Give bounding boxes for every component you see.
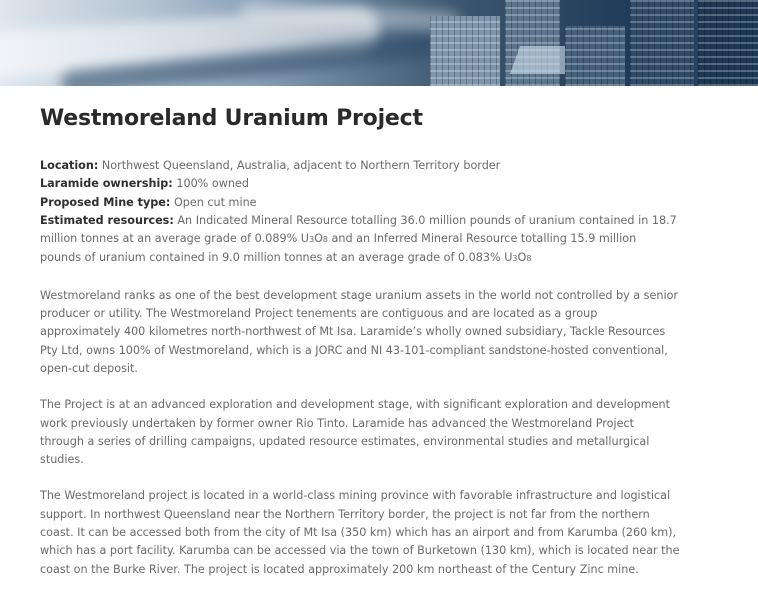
article-content <box>40 106 680 579</box>
project-facts <box>40 157 680 269</box>
paragraph-location-access: The Westmoreland project is located in a world-class mining province with favorable infrastructure and logistical support. In northwest Queensland near the Northern Territory border, the project is not far from the northern coast. It can be accessed both from the city of Mt Isa (350 km) which has an airport and from Karumba (260 km), which has a port facility. Karumba can be accessed via the town of Burketown (130 km), which is located near the coast on the Burke River. The project is located approximately 200 km northeast of the Century Zinc mine. <box>40 489 680 576</box>
fact-ownership-value: 100% owned <box>176 177 249 191</box>
fact-ownership-label: Laramide ownership: <box>40 177 173 191</box>
fact-resources-value: An Indicated Mineral Resource totalling 36.0 million pounds of uranium contained in 18.7 million tonnes at an average grade of 0.089% U3O8 and an Inferred Mineral Resource totalling 15.9 million pounds of uranium contained in 9.0 million tonnes at an average grade of 0.083% U3O8 <box>40 213 677 265</box>
fact-ownership <box>40 175 680 193</box>
fact-mine-type-label: Proposed Mine type: <box>40 195 171 209</box>
paragraph-overview: Westmoreland ranks as one of the best development stage uranium assets in the world not controlled by a senior producer or utility. The Westmoreland Project tenements are contiguous and are located as a group approximately 400 kilometres north-northwest of Mt Isa. Laramide’s wholly owned subsidiary, Tackle Resources Pty Ltd, owns 100% of Westmoreland, which is a JORC and NI 43-101-compliant sandstone-hosted conventional, open-cut deposit. <box>40 288 679 375</box>
fact-mine-type <box>40 194 680 212</box>
fact-location <box>40 157 680 175</box>
fact-location-value: Northwest Queensland, Australia, adjacent to Northern Territory border <box>101 159 501 172</box>
fact-mine-type-value: Open cut mine <box>173 195 257 209</box>
paragraph-development-stage: The Project is at an advanced exploration and development stage, with significant exploration and development work previously undertaken by former owner Rio Tinto. Laramide has advanced the Westmoreland Project through a series of drilling campaigns, updated resource estimates, environmental studies and metallurgical studies. <box>40 398 670 467</box>
page-title: Westmoreland Uranium Project <box>40 106 423 131</box>
fact-resources <box>40 212 680 269</box>
fact-resources-label: Estimated resources: <box>40 213 174 227</box>
fact-location-label: Location: <box>40 159 99 172</box>
header-banner-image <box>0 0 758 86</box>
